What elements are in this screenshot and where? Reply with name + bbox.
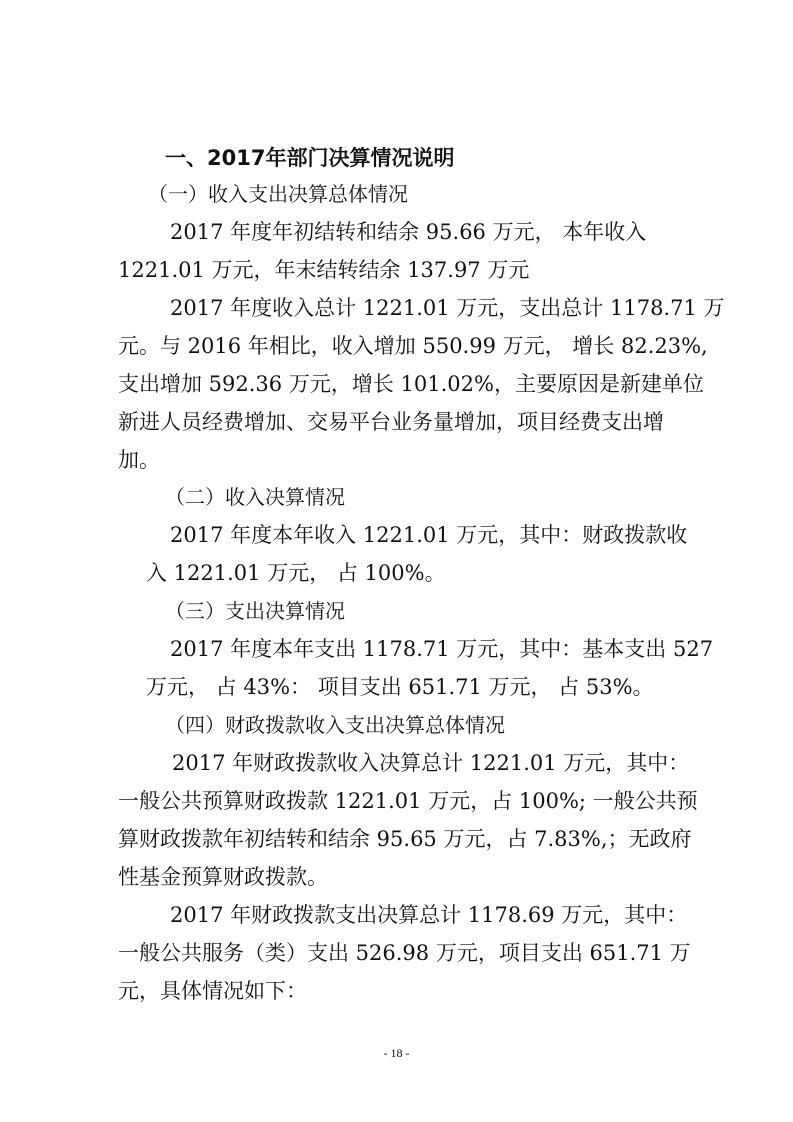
paragraph-line: 性基金预算财政拨款。 — [118, 865, 328, 889]
section-title: 一、2017年部门决算情况说明 — [165, 146, 455, 170]
paragraph-line: 1221.01 万元，年末结转结余 137.97 万元 — [118, 258, 530, 282]
paragraph-line: 万元， 占 43%： 项目支出 651.71 万元， 占 53%。 — [146, 675, 654, 699]
paragraph-line: 元。与 2016 年相比，收入增加 550.99 万元， 增长 82.23%, — [118, 334, 708, 358]
subsection-heading-2: （二）收入决算情况 — [165, 485, 345, 509]
paragraph-line: 2017 年财政拨款收入决算总计 1221.01 万元，其中： — [172, 751, 690, 775]
subsection-heading-1: （一）收入支出决算总体情况 — [148, 182, 408, 206]
page-number: - 18 - — [383, 1046, 410, 1060]
paragraph-line: 加。 — [118, 448, 160, 472]
paragraph-line: 入 1221.01 万元， 占 100%。 — [146, 561, 446, 585]
paragraph-line: 新进人员经费增加、交易平台业务量增加，项目经费支出增 — [118, 410, 664, 434]
paragraph-line: 算财政拨款年初结转和结余 95.65 万元，占 7.83%,；无政府 — [118, 827, 692, 851]
paragraph-line: 一般公共服务（类）支出 526.98 万元，项目支出 651.71 万 — [118, 941, 691, 965]
paragraph-line: 支出增加 592.36 万元，增长 101.02%，主要原因是新建单位 — [118, 372, 704, 396]
subsection-heading-4: （四）财政拨款收入支出决算总体情况 — [165, 713, 505, 737]
paragraph-line: 2017 年度年初结转和结余 95.66 万元， 本年收入 — [170, 220, 647, 244]
subsection-heading-3: （三）支出决算情况 — [165, 599, 345, 623]
paragraph-line: 元，具体情况如下： — [118, 979, 307, 1003]
paragraph-line: 一般公共预算财政拨款 1221.01 万元，占 100%; 一般公共预 — [118, 789, 698, 813]
paragraph-line: 2017 年度收入总计 1221.01 万元，支出总计 1178.71 万 — [170, 296, 725, 320]
paragraph-line: 2017 年度本年支出 1178.71 万元，其中：基本支出 527 — [170, 637, 714, 661]
paragraph-line: 2017 年财政拨款支出决算总计 1178.69 万元，其中： — [170, 903, 688, 927]
paragraph-line: 2017 年度本年收入 1221.01 万元，其中：财政拨款收 — [170, 523, 688, 547]
